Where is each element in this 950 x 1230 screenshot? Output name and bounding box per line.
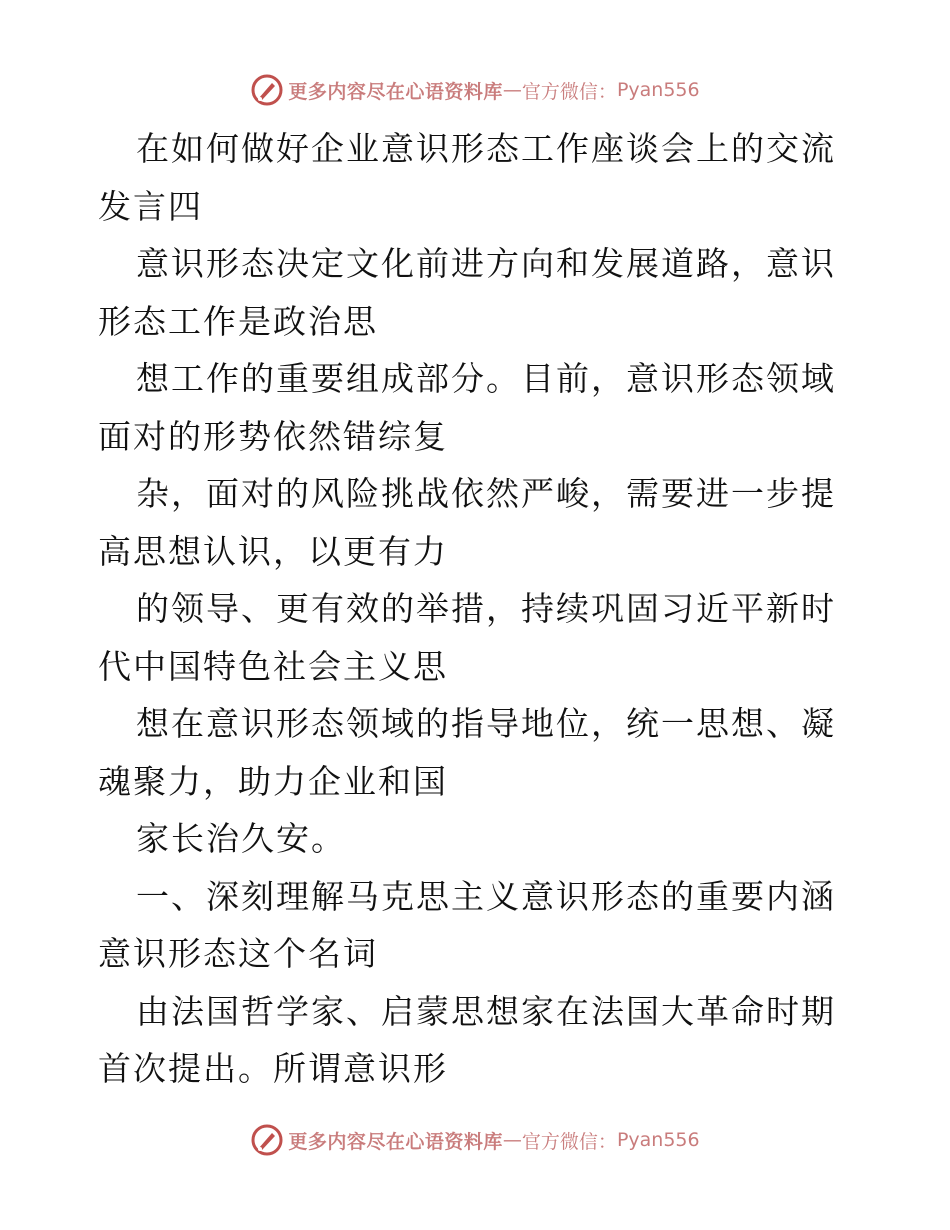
paragraph: 家长治久安。 [136,819,346,858]
header-wechat-label: 官方微信： [521,80,617,103]
footer-separator: — [502,1129,522,1151]
pen-logo-icon [250,1123,284,1157]
header-wechat-handle: Pyan556 [616,79,700,101]
paragraph: 想在意识形态领域的指导地位，统一思想、凝魂聚力，助力企业和国 [98,704,836,801]
paragraph: 想工作的重要组成部分。目前，意识形态领域面对的形势依然错综复 [98,359,836,456]
paragraph: 由法国哲学家、启蒙思想家在法国大革命时期首次提出。所谓意识形 [98,991,836,1088]
footer-ad-text: 更多内容尽在心语资料库 [288,1130,503,1153]
document-body [98,120,853,1098]
paragraph: 的领导、更有效的举措，持续巩固习近平新时代中国特色社会主义思 [98,589,836,686]
footer-banner [0,1120,950,1160]
paragraph: 杂，面对的风险挑战依然严峻，需要进一步提高思想认识，以更有力 [98,474,836,571]
header-separator: — [502,79,522,101]
header-banner [0,70,950,110]
footer-wechat-label: 官方微信： [521,1130,617,1153]
section-heading: 一、深刻理解马克思主义意识形态的重要内涵意识形态这个名词 [98,876,836,973]
pen-logo-icon [250,73,284,107]
footer-wechat-handle: Pyan556 [616,1129,700,1151]
paragraph: 意识形态决定文化前进方向和发展道路，意识形态工作是政治思 [98,244,836,341]
header-ad-text: 更多内容尽在心语资料库 [288,80,503,103]
document-title: 在如何做好企业意识形态工作座谈会上的交流发言四 [98,129,836,226]
